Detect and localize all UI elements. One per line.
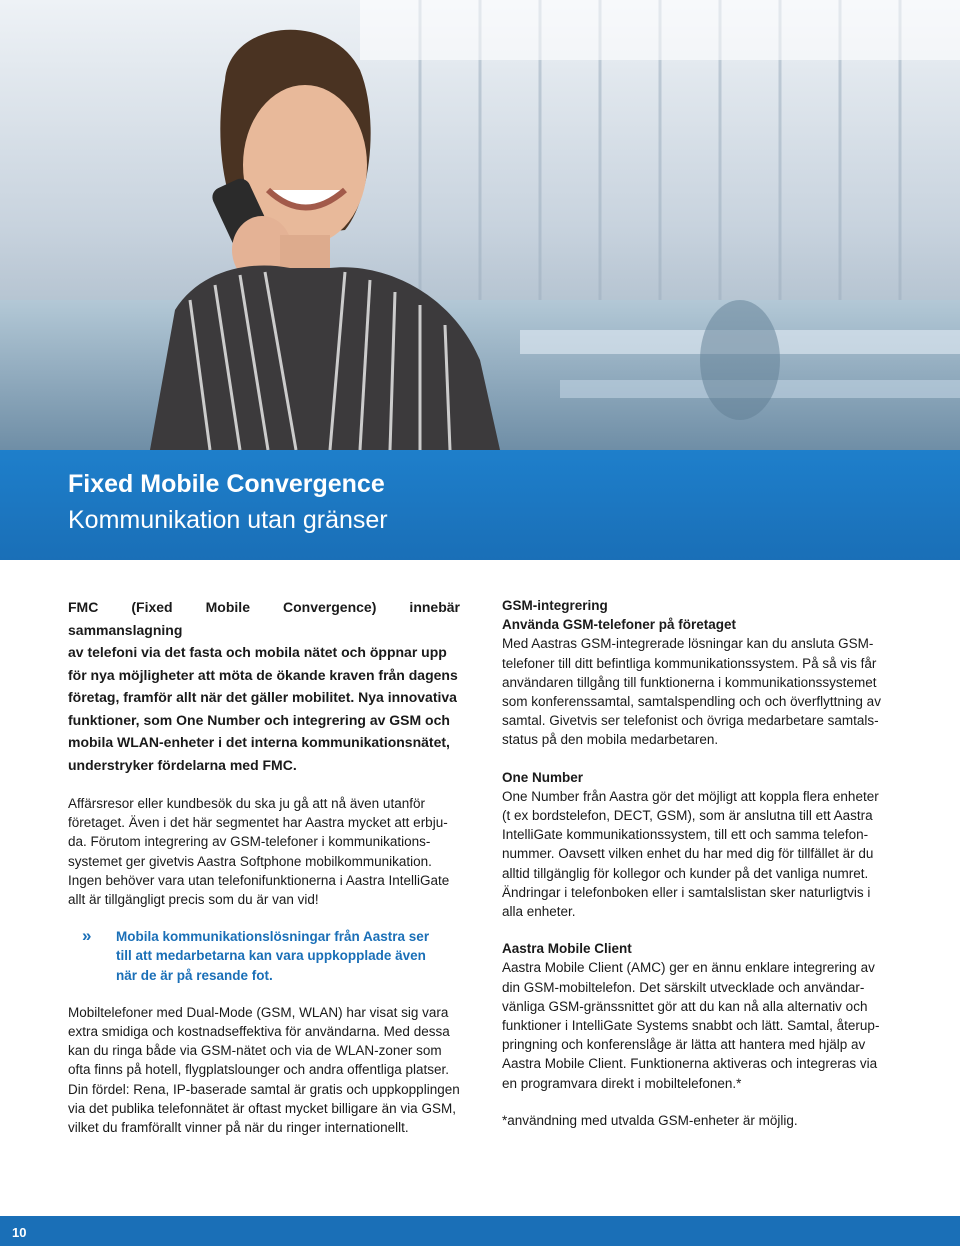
body-line: kan du ringa både via GSM-nätet och via de WLAN-zoner som	[68, 1043, 442, 1059]
body-line: (t ex bordstelefon, DECT, GSM), som är anslutna till ett Aastra	[502, 808, 873, 824]
dual-mode-paragraph	[68, 1003, 460, 1137]
amc-heading: Aastra Mobile Client	[502, 941, 632, 957]
body-line: vilket du framförallt vinner på när du ringer internationellt.	[68, 1120, 409, 1136]
quote-line: till att medarbetarna kan vara uppkopplade även	[116, 948, 426, 964]
title-banner	[0, 450, 960, 560]
body-line: Ingen behöver vara utan telefonifunktionerna i Aastra IntelliGate	[68, 872, 450, 888]
footnote: *användning med utvalda GSM-enheter är möjlig.	[502, 1112, 798, 1128]
quote-line: Mobila kommunikationslösningar från Aastra ser	[116, 929, 430, 945]
body-line: allt är tillgängligt precis som du är van vid!	[68, 892, 319, 908]
body-line: som konferenssamtal, samtalspendling och och överflyttning av	[502, 694, 881, 710]
lead-line: av telefoni via det fasta och mobila nätet och öppnar upp	[68, 644, 447, 660]
body-line: alla enheter.	[502, 904, 576, 920]
body-line: samtal. Givetvis ser telefonist och övriga medarbetare samtals-	[502, 713, 879, 729]
body-line: funktioner i IntelliGate Systems snabbt och lätt. Samtal, återup-	[502, 1018, 880, 1034]
body-line: ofta finns på hotell, flygplatslounger och andra offentliga platser.	[68, 1062, 450, 1078]
body-line: nummer. Oavsett vilken enhet du har med dig för tillfället är du	[502, 846, 874, 862]
one-number-heading: One Number	[502, 769, 584, 785]
body-line: Aastra Mobile Client (AMC) ger en ännu enklare integrering av	[502, 960, 875, 976]
quote-line: när de är på resande fot.	[116, 967, 273, 983]
double-chevron-icon: »	[82, 926, 92, 946]
body-line: status på den mobila medarbetaren.	[502, 732, 719, 748]
body-line: systemet ger givetvis Aastra Softphone mobilkommunikation.	[68, 853, 432, 869]
body-line: en programvara direkt i mobiltelefonen.*	[502, 1075, 742, 1091]
page-subtitle: Kommunikation utan gränser	[68, 506, 388, 534]
hero-photo-illustration	[0, 0, 960, 450]
lead-line: för nya möjligheter att möta de ökande kraven från dagens	[68, 666, 458, 683]
body-line: Mobiltelefoner med Dual-Mode (GSM, WLAN) har visat sig vara	[68, 1004, 449, 1020]
gsm-subheading: Använda GSM-telefoner på företaget	[502, 617, 737, 633]
lead-line: funktioner, som One Number och integrering av GSM och	[68, 711, 450, 728]
hero-photo	[0, 0, 960, 450]
lead-line: mobila WLAN-enheter i det interna kommunikationsnätet,	[68, 734, 450, 750]
gsm-heading: GSM-integrering	[502, 598, 608, 613]
body-line: Ändringar i telefonboken eller i samtalslistan sker naturligtvis i	[502, 884, 871, 900]
lead-line: FMC (Fixed Mobile Convergence) innebär sammanslagning	[68, 599, 460, 638]
one-number-paragraph	[502, 787, 892, 921]
right-column	[502, 596, 892, 1130]
amc-paragraph	[502, 958, 892, 1092]
body-line: Affärsresor eller kundbesök du ska ju gå att nå även utanför	[68, 796, 425, 811]
page-number: 10	[12, 1225, 27, 1240]
left-column	[68, 596, 460, 1137]
body-line: IntelliGate kommunikationssystem, till ett och samma telefon-	[502, 827, 869, 843]
body-line: Din fördel: Rena, IP-baserade samtal är gratis och uppkopplingen	[68, 1081, 460, 1097]
business-travel-paragraph	[68, 794, 460, 909]
body-line: pringning och konferenslåge är lätta att hantera med hjälp av	[502, 1037, 866, 1053]
body-line: alltid tillgänglig för kollegor och kunder på det vanliga numret.	[502, 865, 869, 881]
page-title: Fixed Mobile Convergence	[68, 470, 385, 498]
body-line: användaren tillgång till funktionerna i kommunikationssystemet	[502, 674, 877, 690]
body-line: företaget. Även i det här segmentet har Aastra mycket att erbju-	[68, 815, 448, 831]
lead-paragraph	[68, 596, 460, 776]
body-line: extra smidiga och kostnadseffektiva för användarna. Med dessa	[68, 1024, 450, 1040]
body-line: vänliga GSM-gränssnittet gör att du kan nå alla alternativ och	[502, 998, 868, 1014]
lead-line: understryker fördelarna med FMC.	[68, 756, 297, 773]
body-line: via det publika telefonnätet är oftast mycket billigare än via GSM,	[68, 1100, 456, 1116]
body-line: telefoner till ditt befintliga kommunikationssystem. På så vis får	[502, 655, 877, 671]
body-line: Med Aastras GSM-integrerade lösningar kan du ansluta GSM-	[502, 636, 874, 652]
gsm-paragraph	[502, 634, 892, 749]
body-line: One Number från Aastra gör det möjligt att koppla flera enheter	[502, 788, 879, 804]
pull-quote	[68, 927, 460, 985]
body-line: da. Förutom integrering av GSM-telefoner i kommunikations-	[68, 834, 431, 850]
body-line: din GSM-mobiltelefon. Det särskilt utvecklade och användar-	[502, 979, 865, 995]
footer-bar	[0, 1216, 960, 1246]
lead-line: företag, framför allt när det gäller mobilitet. Nya innovativa	[68, 689, 457, 705]
body-line: Aastra Mobile Client. Funktionerna aktiveras och integreras via	[502, 1056, 878, 1072]
